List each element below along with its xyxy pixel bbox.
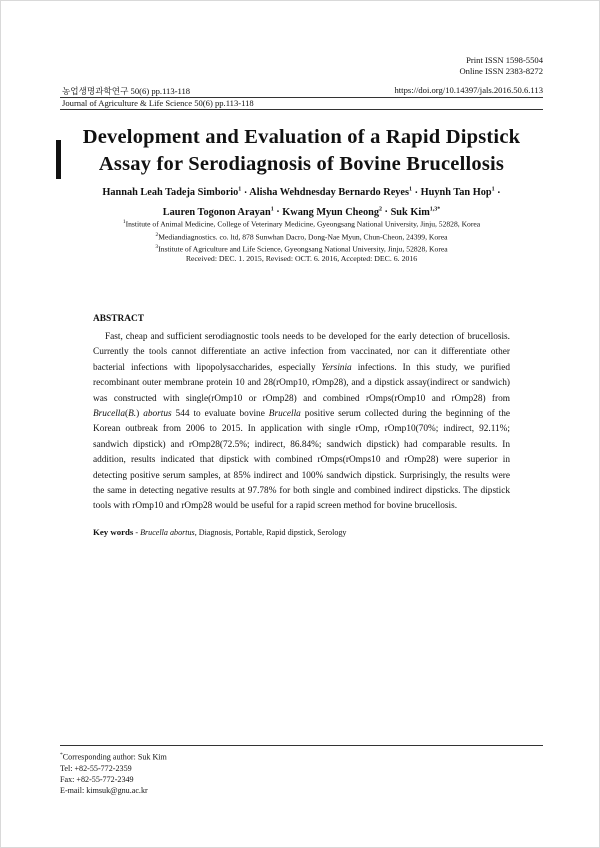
author-separator: · xyxy=(381,206,391,218)
abstract-italic-term: Yersinia xyxy=(321,362,352,373)
author-name: Huynh Tan Hop xyxy=(420,187,492,199)
abstract-text: ( xyxy=(125,409,129,420)
author-separator: · xyxy=(412,187,421,199)
affiliation-text: Institute of Animal Medicine, College of Veterinary Medicine, Gyeongsang National University, Jinju, 52828, Korea xyxy=(125,219,481,229)
affiliation xyxy=(60,230,543,243)
author-separator: · xyxy=(273,206,283,218)
footnotes xyxy=(60,750,167,797)
corresponding-text: Corresponding author: Suk Kim xyxy=(62,752,167,762)
affiliation-list xyxy=(60,217,543,255)
title-line-1: Development and Evaluation of a Rapid Dipstick xyxy=(82,126,521,148)
abstract-heading: ABSTRACT xyxy=(93,314,145,324)
author-name: Alisha Wehdnesday Bernardo Reyes xyxy=(249,187,410,199)
author-affil-mark: 1 xyxy=(409,187,413,193)
abstract-italic-term: abortus xyxy=(143,409,172,420)
abstract-body xyxy=(93,330,510,515)
abstract-text: ) xyxy=(136,409,144,420)
keywords-rest: , Diagnosis, Portable, Rapid dipstick, Serology xyxy=(194,528,347,537)
received-dates: Received: DEC. 1. 2015, Revised: OCT. 6. 2016, Accepted: DEC. 6. 2016 xyxy=(185,254,418,263)
keywords-label: Key words xyxy=(93,527,134,537)
affiliation-text: Institute of Agriculture and Life Science, Gyeongsang National University, Jinju, 52828, Korea xyxy=(158,245,448,254)
author-separator: · xyxy=(241,187,250,199)
journal-citation: Journal of Agriculture & Life Science 50(6) pp.113-118 xyxy=(62,98,254,108)
affiliation-mark: 2 xyxy=(155,231,159,238)
author-name: Hannah Leah Tadeja Simborio xyxy=(102,187,239,199)
abstract-text: positive serum collected during the beginning of the Korean outbreak from 2006 to 2015. In application with single rOmp, rOmp10(70%; indirect, 92.11%; sandwich dipstick) and rOmp28(72.5%; indirect, 86.84%; sandwich dipstick) had comparable results. In addition, results indicated that dipstick with combined rOmps(rOmps10 and rOmp28) were superior in detecting positive serum samples, at 85% indirect and 100% sandwich dipstick. Surprisingly, the results were the same in detecting negative results at 97.78% for both single and combined indirect dipsticks. The dipstick tools with rOmp10 and rOmp28 would be useful for a rapid screen method for bovine brucellosis. xyxy=(93,409,510,512)
author-list xyxy=(60,182,543,221)
keywords xyxy=(93,527,510,537)
author-affil-mark: 1 xyxy=(270,206,274,213)
title-line-2: Assay for Serodiagnosis of Bovine Brucellosis xyxy=(98,153,505,175)
keyword-brucella: Brucella abortus xyxy=(140,528,195,537)
footnote-rule xyxy=(60,745,543,746)
abstract-text: 544 to evaluate bovine xyxy=(171,409,269,420)
keywords-dash: - xyxy=(133,528,141,537)
email[interactable]: E-mail: kimsuk@gnu.ac.kr xyxy=(60,786,148,796)
doi-link[interactable]: https://doi.org/10.14397/jals.2016.50.6.113 xyxy=(394,85,543,95)
abstract-italic-term: Brucella xyxy=(93,409,126,420)
print-issn: Print ISSN 1598-5504 xyxy=(466,55,543,65)
author-affil-mark: 1 xyxy=(238,187,242,193)
abstract-text: infections. In this study, we purified recombinant outer membrane protein 10 and 28(rOmp10, rOmp28), and a dipstick assay(indirect or sandwich) was constructed with single(rOmp10 or rOmp28) and combined rOmps(rOmp10 and rOmp28) from xyxy=(93,362,510,404)
author-affil-mark: 2 xyxy=(378,206,382,213)
telephone: Tel: +82-55-772-2359 xyxy=(60,763,132,773)
affiliation-text: Mediandiagnostics. co. ltd, 878 Sunwhan Dacro, Dong-Nae Myun, Chun-Cheon, 24399, Korea xyxy=(158,232,448,242)
author-separator: · xyxy=(494,187,501,199)
abstract-text: Fast, cheap and sufficient serodiagnostic tools needs to be developed for the early detection of brucellosis. Currently the tools cannot differentiate an active infection from vaccinated, nor can it differentiate other bacterial infections with lipopolysaccharides, especially xyxy=(93,332,510,373)
author xyxy=(102,187,241,198)
abstract-italic-term: Brucella xyxy=(268,409,301,420)
issn-block xyxy=(459,55,543,76)
author-name: Lauren Togonon Arayan xyxy=(162,206,271,218)
header-rule-lower xyxy=(60,109,543,110)
korean-journal-title: 농업생명과학연구 50(6) pp.113-118 xyxy=(62,86,191,96)
corresponding-author xyxy=(60,750,167,763)
corresponding-mark: * xyxy=(60,752,63,758)
author-affil-mark: 1 xyxy=(491,187,495,193)
author-name: Suk Kim xyxy=(390,206,430,218)
affiliation-mark: 3 xyxy=(155,244,159,251)
abstract-italic-term: B. xyxy=(128,409,137,420)
author-affil-mark: 1,3* xyxy=(429,206,441,213)
affiliation-mark: 1 xyxy=(122,219,126,225)
fax: Fax: +82-55-772-2349 xyxy=(60,775,134,785)
online-issn: Online ISSN 2383-8272 xyxy=(459,65,543,76)
author-name: Kwang Myun Cheong xyxy=(282,206,379,218)
author xyxy=(249,187,412,198)
affiliation xyxy=(60,217,543,230)
paper-title xyxy=(60,124,543,178)
author xyxy=(421,187,495,198)
